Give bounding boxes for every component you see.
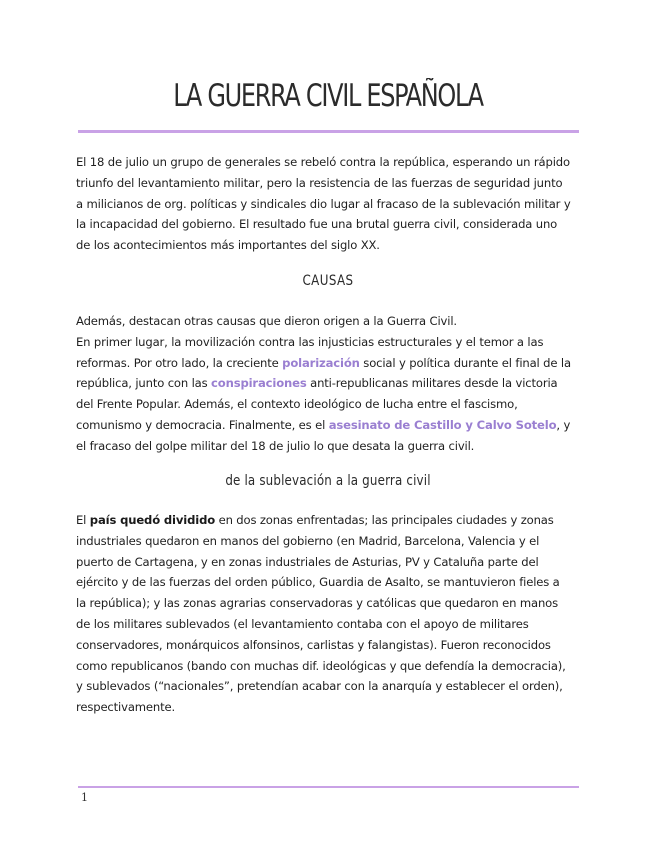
highlight-polarizacion: polarización [282, 355, 360, 370]
intro-paragraph: El 18 de julio un grupo de generales se rebeló contra la república, esperando un rápido triunfo del levantamiento militar, pero la resistencia de las fuerzas de seguridad junto a milicianos de org. políticas y sindicales dio lugar al fracaso de la sublevación militar y la incapacidad del gobierno. El resultado fue una brutal guerra civil, considerada uno de los acontecimientos más importantes del siglo XX. [76, 155, 571, 253]
page-title: LA GUERRA CIVIL ESPAÑOLA [173, 78, 483, 114]
sublevacion-heading: de la sublevación a la guerra civil [225, 473, 431, 489]
footer-divider [78, 786, 579, 788]
causas-paragraph [76, 311, 572, 457]
highlight-conspiraciones: conspiraciones [211, 376, 307, 391]
sublevacion-paragraph [76, 510, 572, 718]
causas-line-1: Además, destacan otras causas que dieron origen a la Guerra Civil. [76, 314, 457, 328]
causas-text-2: social y política durante el final de la república, junto con las [76, 355, 571, 391]
causas-text-1: En primer lugar, la movilización contra las injusticias estructurales y el temor a las reformas. Por otro lado, la creciente [76, 334, 544, 370]
causas-text-3: anti-republicanas militares desde la victoria del Frente Popular. Además, el contexto ideológico de lucha entre el fascismo, comunismo y democracia. Finalmente, es el [76, 376, 558, 432]
page-number: 1 [81, 791, 88, 804]
causas-text-4: , y el fracaso del golpe militar del 18 de julio lo que desata la guerra civil. [76, 417, 571, 453]
highlight-asesinato: asesinato de Castillo y Calvo Sotelo [328, 417, 557, 432]
causas-heading: CAUSAS [302, 273, 354, 289]
sublevacion-text-2: en dos zonas enfrentadas; las principales ciudades y zonas industriales quedaron en manos del gobierno (en Madrid, Barcelona, Valencia y el puerto de Cartagena, y en zonas industriales de Asturias, PV y Cataluña parte del ejército y de las fuerzas del orden público, Guardia de Asalto, se mantuvieron fieles a la república); y las zonas agrarias conservadoras y católicas que quedaron en manos de los militares sublevados (el levantamiento contaba con el apoyo de militares conservadores, monárquicos alfonsinos, carlistas y falangistas). Fueron reconocidos como republicanos (bando con muchas dif. ideológicas y que defendía la democracia), y sublevados (“nacionales”, pretendían acabar con la anarquía y establecer el orden), respectivamente. [76, 513, 566, 715]
sublevacion-text-1: El [76, 513, 90, 527]
title-divider [78, 130, 579, 133]
bold-pais-dividido: país quedó dividido [89, 513, 216, 527]
